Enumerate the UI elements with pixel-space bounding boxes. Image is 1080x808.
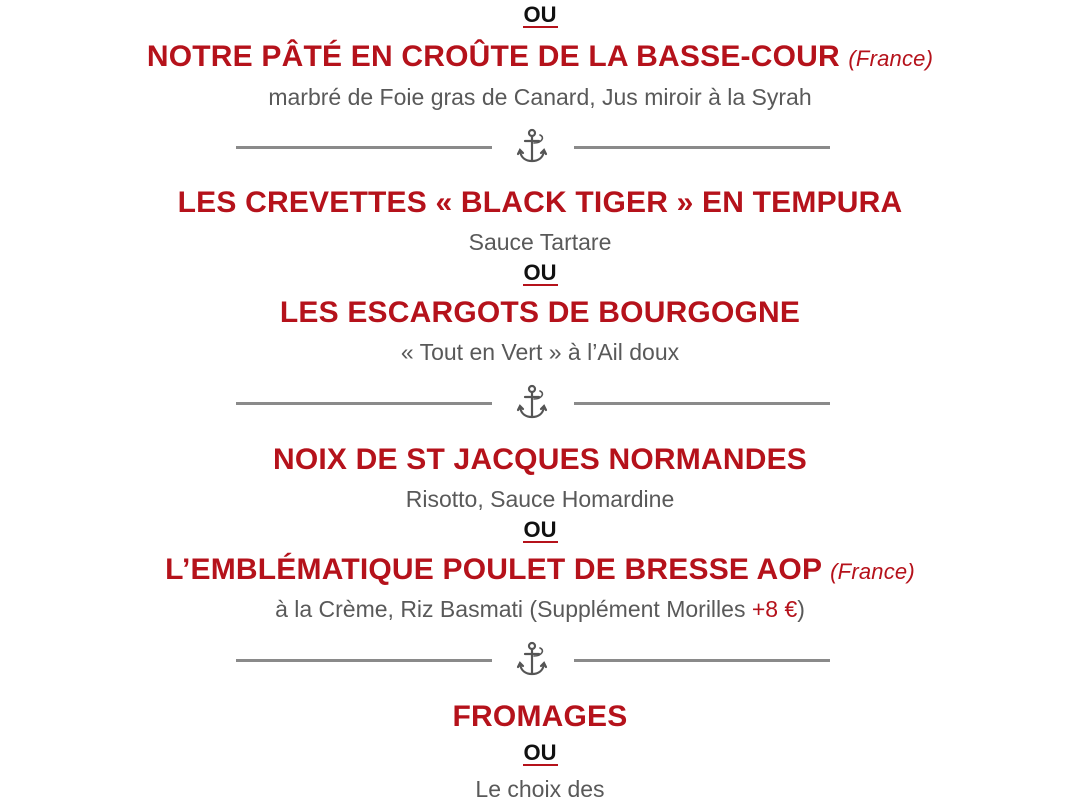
separator-line-left bbox=[236, 659, 492, 662]
course3-option-b-desc-end: ) bbox=[797, 596, 805, 622]
course3-option-a-title: NOIX DE ST JACQUES NORMANDES bbox=[273, 443, 807, 476]
ou-label: OU bbox=[523, 2, 557, 27]
ou-label: OU bbox=[523, 740, 557, 765]
separator-line-right bbox=[574, 146, 830, 149]
anchor-icon bbox=[512, 640, 552, 680]
course4-option-b-desc: Le choix des bbox=[475, 776, 605, 802]
course3-option-b-desc bbox=[0, 596, 1080, 623]
anchor-icon bbox=[512, 383, 552, 423]
ou-row-2 bbox=[0, 262, 1080, 286]
separator-2 bbox=[0, 383, 1080, 423]
course1-option-b-title: NOTRE PÂTÉ EN CROÛTE DE LA BASSE-COUR bbox=[146, 40, 840, 73]
ou-label: OU bbox=[523, 260, 557, 285]
separator-3 bbox=[0, 640, 1080, 680]
supplement-price: +8 € bbox=[751, 596, 798, 622]
separator-line-left bbox=[236, 146, 492, 149]
course3-option-b-desc-start: à la Crème, Riz Basmati (Supplément Morilles bbox=[275, 596, 752, 622]
ou-row-top bbox=[0, 4, 1080, 28]
ou-row-4 bbox=[0, 742, 1080, 766]
course3-option-b-row bbox=[0, 553, 1080, 587]
course2-option-b-title: LES ESCARGOTS DE BOURGOGNE bbox=[279, 296, 801, 329]
ou-label: OU bbox=[523, 517, 557, 542]
separator-1 bbox=[0, 127, 1080, 167]
separator-line-right bbox=[574, 402, 830, 405]
course2-option-a-title: LES CREVETTES « BLACK TIGER » EN TEMPURA bbox=[177, 186, 903, 219]
course3-option-b-origin: (France) bbox=[830, 559, 915, 584]
ou-row-3 bbox=[0, 519, 1080, 543]
course4-option-a-title: FROMAGES bbox=[452, 700, 628, 733]
course2-option-a-desc: Sauce Tartare bbox=[468, 229, 612, 255]
course3-option-b-title: L’EMBLÉMATIQUE POULET DE BRESSE AOP bbox=[165, 553, 822, 586]
course1-option-b-origin: (France) bbox=[848, 46, 934, 71]
separator-line-left bbox=[236, 402, 492, 405]
course3-option-a-desc: Risotto, Sauce Homardine bbox=[405, 486, 675, 512]
course2-option-b-desc: « Tout en Vert » à l’Ail doux bbox=[400, 339, 680, 365]
course1-option-b-row bbox=[0, 40, 1080, 74]
separator-line-right bbox=[574, 659, 830, 662]
anchor-icon bbox=[512, 127, 552, 167]
course1-option-b-desc: marbré de Foie gras de Canard, Jus miroir à la Syrah bbox=[268, 84, 812, 110]
